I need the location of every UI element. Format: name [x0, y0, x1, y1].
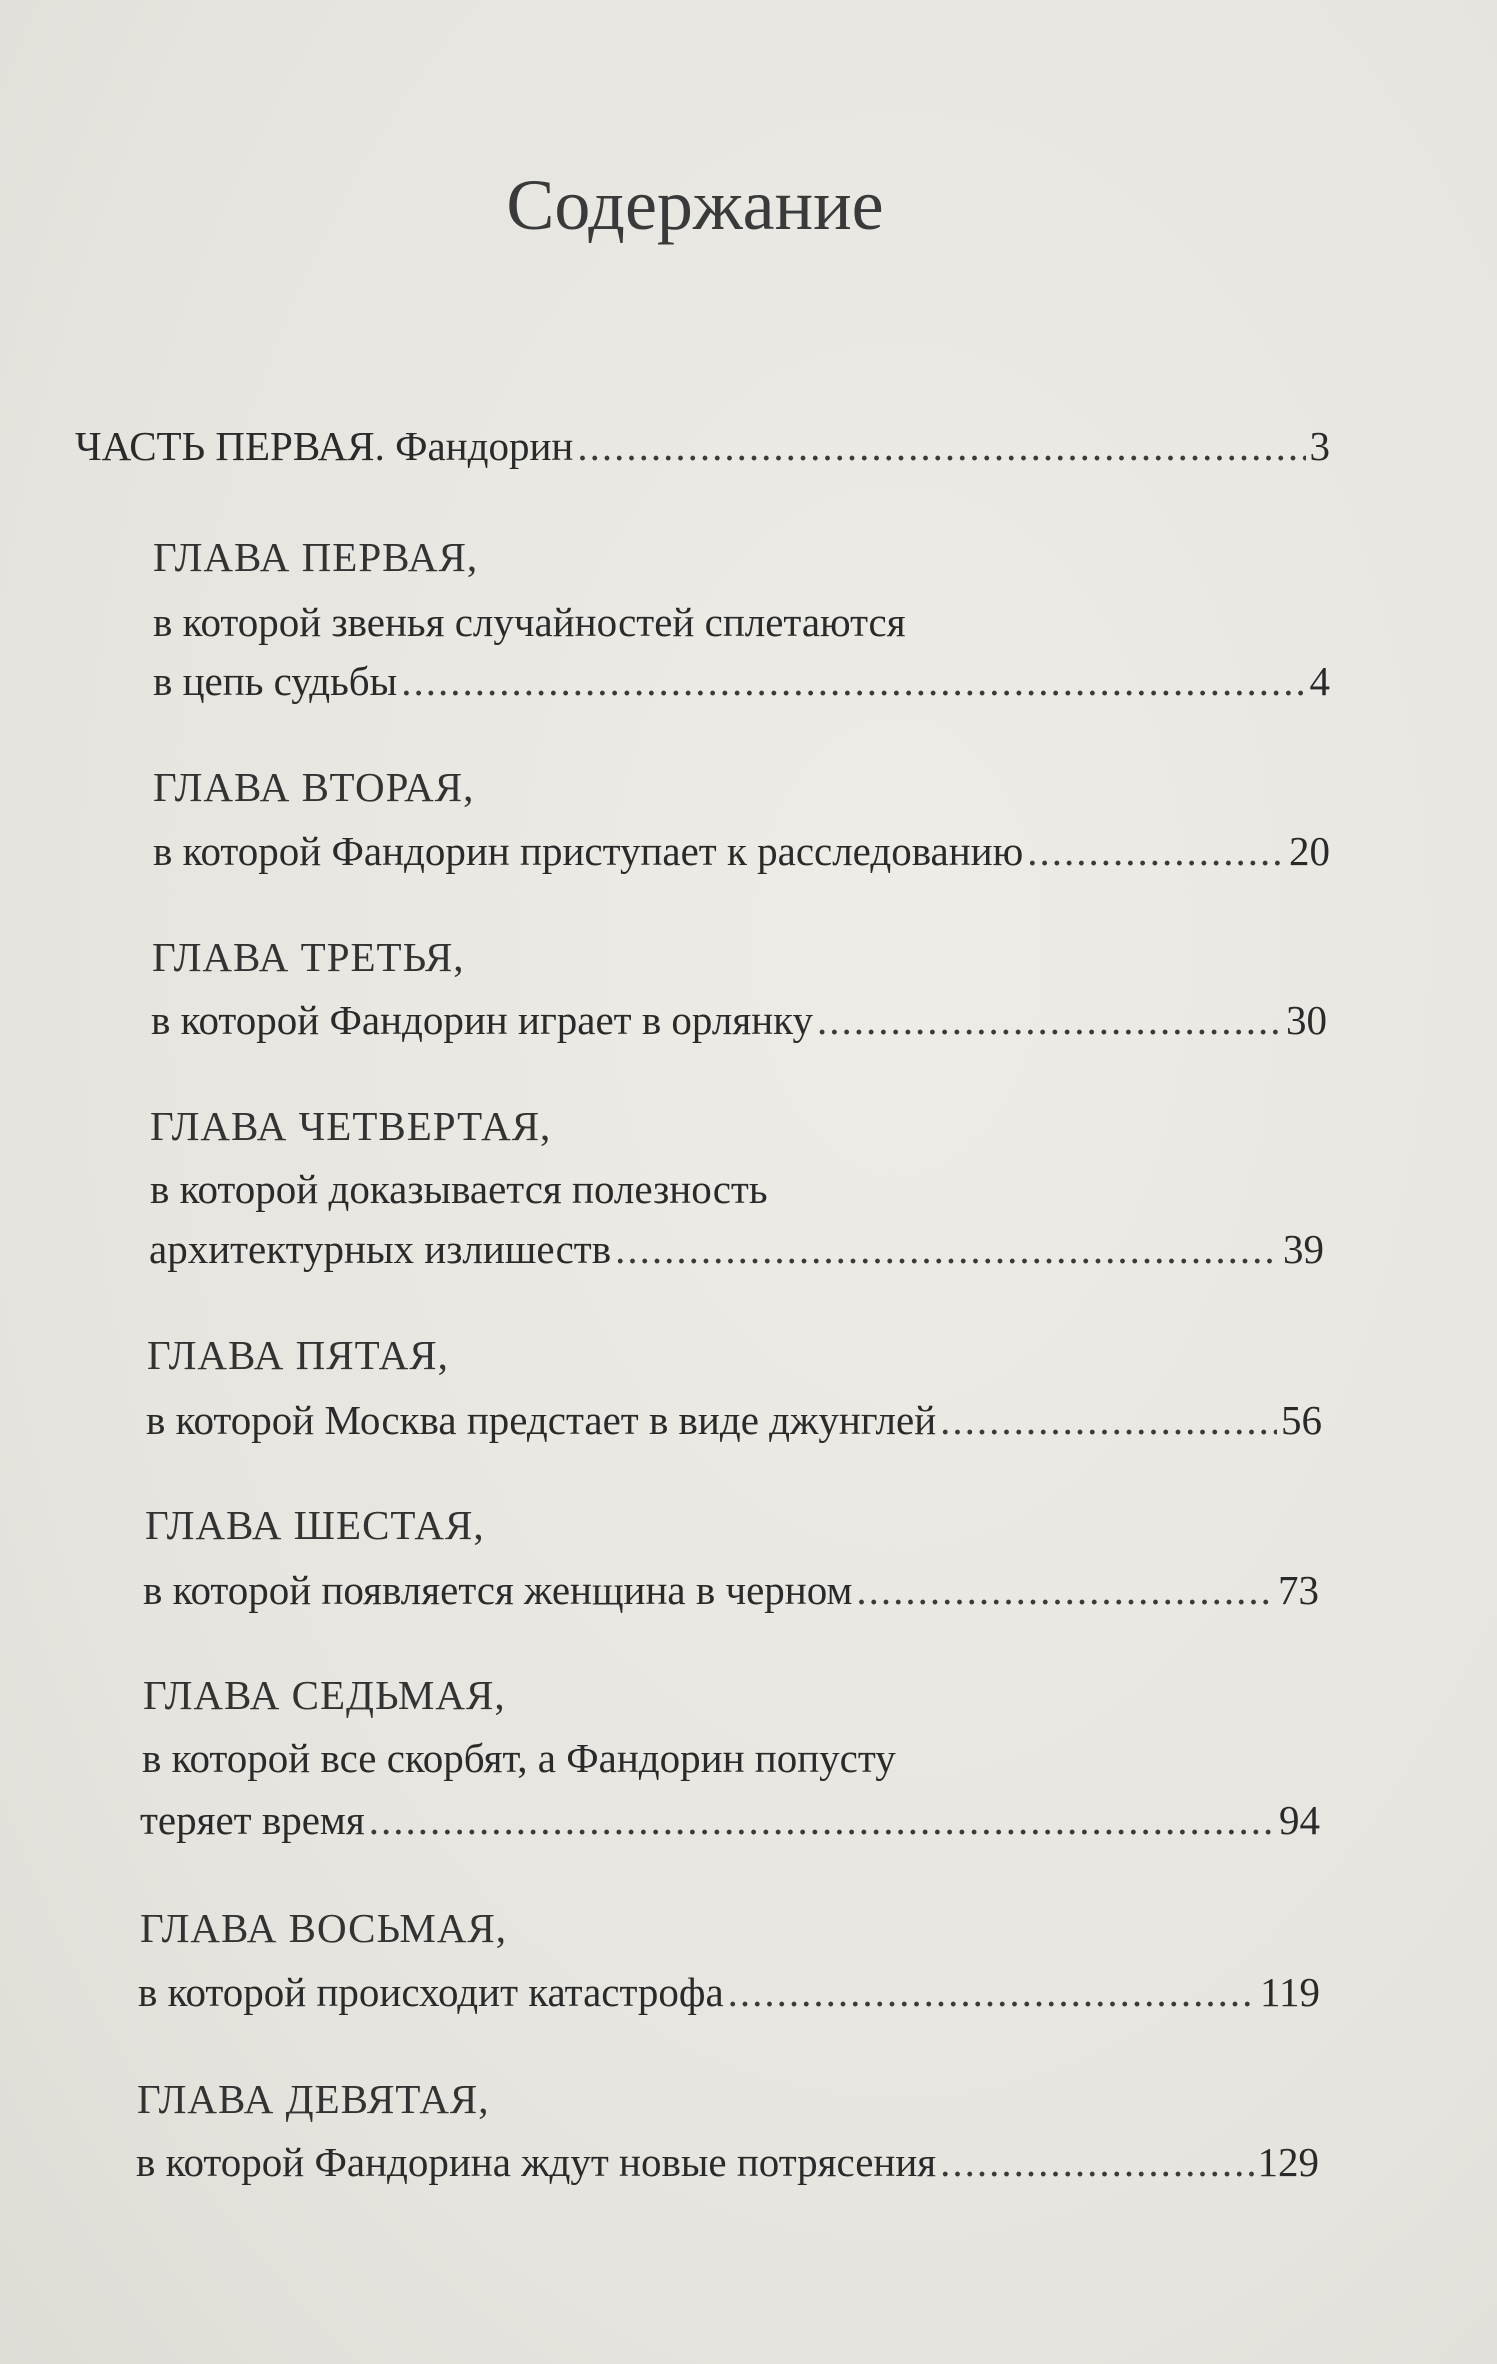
page-number: 30: [1286, 997, 1327, 1043]
chapter-subtitle: в которой Фандорина ждут новые потрясения: [136, 2139, 937, 2185]
page-number: 94: [1279, 1797, 1320, 1843]
chapter-subtitle: в которой появляется женщина в черном: [143, 1567, 853, 1613]
chapter-subtitle: в которой Москва предстает в виде джунглей: [146, 1397, 937, 1443]
chapter-heading: ГЛАВА ШЕСТАЯ,: [145, 1502, 485, 1548]
toc-part-entry[interactable]: [75, 421, 1330, 471]
page-number: 119: [1260, 1969, 1320, 2015]
chapter-subtitle: в которой Фандорин играет в орлянку: [151, 997, 813, 1043]
dot-leader: [577, 421, 1305, 471]
chapter-heading: ГЛАВА ЧЕТВЕРТАЯ,: [150, 1103, 552, 1149]
toc-entry-chapter-2[interactable]: [153, 826, 1330, 876]
page-number: 3: [1309, 423, 1330, 469]
dot-leader: [940, 1395, 1277, 1445]
dot-leader: [728, 1967, 1256, 2017]
chapter-subtitle: в которой доказывается полезность: [150, 1166, 768, 1212]
dot-leader: [615, 1224, 1279, 1274]
page-number: 39: [1283, 1226, 1324, 1272]
chapter-subtitle: теряет время: [140, 1797, 365, 1843]
dot-leader: [1027, 826, 1285, 876]
toc-entry-chapter-3[interactable]: [151, 995, 1327, 1045]
toc-entry-chapter-4[interactable]: [149, 1224, 1324, 1274]
page-number: 73: [1278, 1567, 1319, 1613]
toc-entry-chapter-5[interactable]: [146, 1395, 1322, 1445]
toc-entry-chapter-7[interactable]: [140, 1795, 1320, 1845]
chapter-subtitle: в которой Фандорин приступает к расследованию: [153, 828, 1024, 874]
chapter-subtitle: в цепь судьбы: [153, 658, 398, 704]
toc-entry-chapter-6[interactable]: [143, 1565, 1319, 1615]
chapter-heading: ГЛАВА СЕДЬМАЯ,: [143, 1672, 506, 1718]
page-title: Содержание: [506, 165, 884, 245]
page-number: 4: [1309, 658, 1330, 704]
toc-entry-chapter-9[interactable]: [136, 2137, 1319, 2187]
chapter-heading: ГЛАВА ВОСЬМАЯ,: [140, 1905, 508, 1951]
chapter-heading: ГЛАВА ДЕВЯТАЯ,: [137, 2076, 490, 2122]
dot-leader: [856, 1565, 1274, 1615]
chapter-subtitle: в которой звенья случайностей сплетаются: [153, 599, 906, 645]
page-number: 129: [1257, 2139, 1319, 2185]
dot-leader: [369, 1795, 1275, 1845]
page-number: 20: [1289, 828, 1330, 874]
chapter-heading: ГЛАВА ПЯТАЯ,: [147, 1332, 449, 1378]
toc-entry-chapter-1[interactable]: [153, 656, 1330, 706]
dot-leader: [817, 995, 1282, 1045]
chapter-subtitle: в которой происходит катастрофа: [138, 1969, 724, 2015]
chapter-subtitle: в которой все скорбят, а Фандорин попусту: [142, 1735, 896, 1781]
dot-leader: [401, 656, 1305, 706]
page-number: 56: [1281, 1397, 1322, 1443]
part-label: ЧАСТЬ ПЕРВАЯ. Фандорин: [75, 423, 574, 469]
toc-entry-chapter-8[interactable]: [138, 1967, 1320, 2017]
chapter-heading: ГЛАВА ТРЕТЬЯ,: [152, 934, 465, 980]
chapter-heading: ГЛАВА ПЕРВАЯ,: [153, 534, 479, 580]
dot-leader: [940, 2137, 1253, 2187]
chapter-subtitle: архитектурных излишеств: [149, 1226, 612, 1272]
chapter-heading: ГЛАВА ВТОРАЯ,: [153, 764, 475, 810]
